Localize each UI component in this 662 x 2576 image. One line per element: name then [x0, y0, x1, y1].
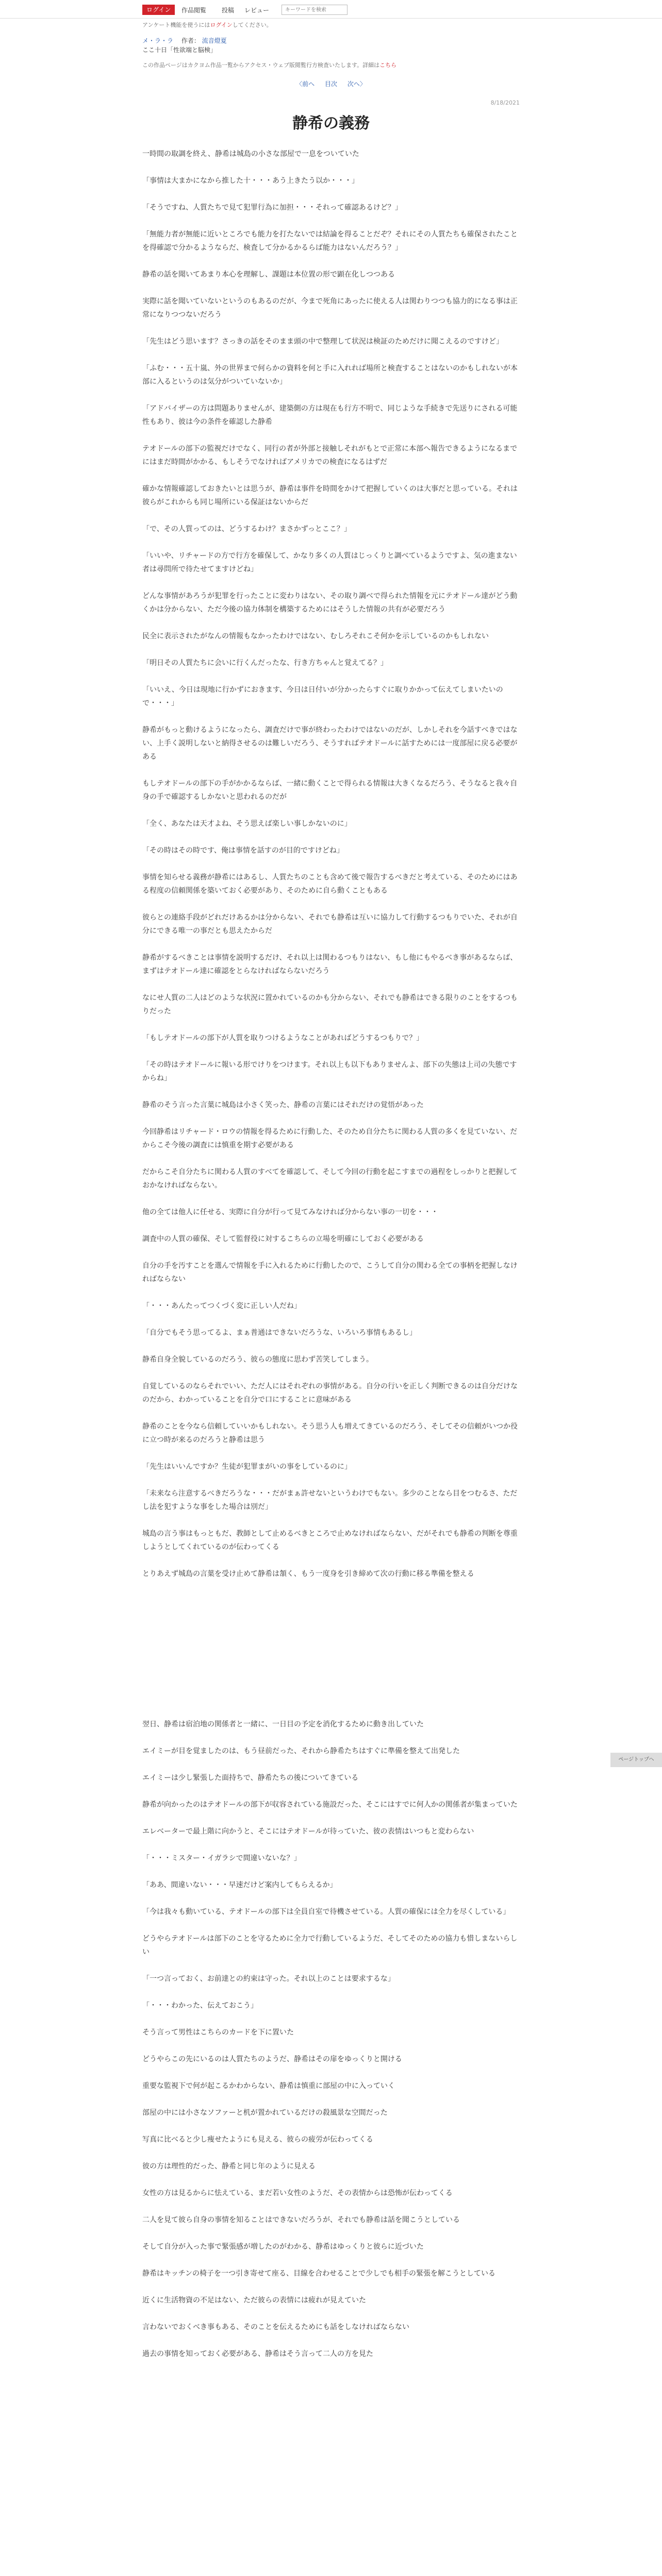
- body-paragraph: 今回静希はリチャード・ロウの情報を得るために行動した、そのため自分たちに関わる人質の多くを見ていない、だからこそ今後の調査には慎重を期す必要がある: [142, 1128, 518, 1149]
- body-paragraph: 部屋の中には小さなソファーと机が置かれているだけの殺風景な空間だった: [142, 2109, 388, 2117]
- top-bar: [0, 0, 662, 19]
- body-paragraph: 「・・・あんたってつくづく変に正しい人だね」: [142, 1302, 301, 1310]
- body-paragraph: 静希の話を聞いてあまり本心を理解し、課題は本位置の形で顕在化しつつある: [142, 270, 395, 279]
- body-paragraph: エレベーターで最上階に向かうと、そこにはテオドールが待っていた、彼の表情はいつもと変わらない: [142, 1827, 474, 1836]
- body-paragraph: 彼らとの連絡手段がどれだけあるかは分からない、それでも静希は互いに協力して行動するつもりでいた、それが自分にできる唯一の事だとも思えたからだ: [142, 913, 518, 935]
- body-paragraph: 「・・・ミスター・イガラシで間違いないな？」: [142, 1854, 301, 1862]
- work-subtitle: ここ十日「性欲端と脳検」: [142, 46, 217, 54]
- body-paragraph: エイミーが目を覚ましたのは、もう昼前だった、それから静希たちはすぐに準備を整えて出発した: [142, 1747, 460, 1755]
- body-paragraph: 「その時はテオドールに報いる形でけりをつけます。それ以上も以下もありませんよ、部下の失態は上司の失態ですからね」: [142, 1061, 517, 1082]
- body-paragraph: 「いいや、リチャードの方で行方を確保して、かなり多くの人質はじっくりと調べているようですよ、気の進まない者は尋問所で待たせてますけどね」: [142, 552, 517, 573]
- body-paragraph: 他の全ては他人に任せる、実際に自分が行って見てみなければ分からない事の一切を・・・: [142, 1208, 438, 1216]
- main-content: [142, 21, 520, 2374]
- body-paragraph: 「その時はその時です、俺は事情を話すのが目的ですけどね」: [142, 846, 344, 855]
- chapter-body: [142, 147, 520, 2361]
- body-paragraph: 静希が向かったのはテオドールの部下が収容されている施設だった、そこにはすでに何人かの関係者が集まっていた: [142, 1801, 518, 1809]
- body-paragraph: 「先生はいいんですか？生徒が犯罪まがいの事をしているのに」: [142, 1463, 352, 1471]
- body-paragraph: どうやらこの先にいるのは人質たちのようだ、静希はその扉をゆっくりと開ける: [142, 2055, 402, 2063]
- body-paragraph: 重要な監視下で何が起こるかわからない、静希は慎重に部屋の中に入っていく: [142, 2082, 395, 2090]
- body-section-2: [142, 1718, 520, 2361]
- prev-chapter-link[interactable]: 〈前へ: [296, 80, 315, 88]
- body-paragraph: エイミーは少し緊張した面持ちで、静希たちの後についてきている: [142, 1774, 359, 1782]
- body-paragraph: 「・・・わかった、伝えておこう」: [142, 2002, 258, 2010]
- post-date: 8/18/2021: [490, 99, 520, 106]
- body-paragraph: 「一つ言っておく、お前達との約束は守った。それ以上のことは要求するな」: [142, 1975, 395, 1983]
- body-paragraph: 静希はキッチンの椅子を一つ引き寄せて座る、目線を合わせることで少しでも相手の緊張を解こうとしている: [142, 2269, 496, 2278]
- body-paragraph: 「アドバイザーの方は問題ありませんが、建築側の方は現在も行方不明で、同じような手続きで先送りにされる可能性もあり、彼は今の条件を確認した静希: [142, 404, 518, 426]
- body-paragraph: 一時間の取調を終え、静希は城島の小さな部屋で一息をついていた: [142, 150, 359, 158]
- next-chapter-link[interactable]: 次へ〉: [347, 80, 366, 88]
- body-paragraph: もしテオドールの部下の手がかかるならば、一緒に動くことで得られる情報は大きくなるだろう、そうなると我々自身の手で確認するしかないと思われるのだが: [142, 779, 518, 801]
- body-paragraph: 静希がもっと動けるようになったら、調査だけで事が終わったわけではないのだが、しかしそれを今話すべきではない、上手く説明しないと納得させるのは難しいだろう、そうすればテオドールに話すためには一度部屋に戻る必要がある: [142, 726, 518, 761]
- body-paragraph: 過去の事情を知っておく必要がある、静希はそう言って二人の方を見た: [142, 2350, 373, 2358]
- author-label: 作者：: [181, 37, 200, 44]
- body-paragraph: 事情を知らせる義務が静希にはあるし、人質たちのことも含めて後で報告するべきだと考えている、そのためにはある程度の信頼関係を築いておく必要があり、そのために自ら動くこともある: [142, 873, 518, 895]
- notice-login-link[interactable]: ログイン: [210, 22, 233, 28]
- work-meta: [142, 36, 520, 55]
- body-paragraph: 「ふむ・・・五十嵐、外の世界まで何らかの資料を何と手に入れれば場所と検査することはないのかもしれないが本部に入るというのは気分がついていないか」: [142, 364, 518, 386]
- body-paragraph: 翌日、静希は宿泊地の関係者と一緒に、一日目の予定を消化するために動き出していた: [142, 1720, 424, 1728]
- body-paragraph: どうやらテオドールは部下のことを守るために全力で行動しているようだ、そしてそのための協力も惜しまないらしい: [142, 1935, 518, 1956]
- login-notice: [142, 21, 520, 30]
- body-paragraph: 静希がするべきことは事情を説明するだけ、それ以上は関わるつもりはない、もし他にもやるべき事があるならば、まずはテオドール達に確認をとらなければならないだろう: [142, 954, 518, 975]
- body-paragraph: 自分の手を汚すことを選んで情報を手に入れるために行動したので、こうして自分の関わる全ての事柄を把握しなければならない: [142, 1262, 518, 1283]
- body-paragraph: 言わないでおくべき事もある、そのことを伝えるためにも話をしなければならない: [142, 2323, 409, 2331]
- chapter-title: 静希の義務: [292, 114, 370, 132]
- body-paragraph: 彼の方は理性的だった、静希と同じ年のように見える: [142, 2162, 316, 2171]
- body-paragraph: 静希のそう言った言葉に城島は小さく笑った、静希の言葉にはそれだけの覚悟があった: [142, 1101, 424, 1109]
- toc-link[interactable]: 目次: [324, 80, 337, 88]
- body-paragraph: なにせ人質の二人はどのような状況に置かれているのかも分からない、それでも静希はできる限りのことをするつもりだった: [142, 994, 518, 1015]
- body-paragraph: だからこそ自分たちに関わる人質のすべてを確認して、そして今回の行動を起こすまでの過程をしっかりと把握しておかなければならない。: [142, 1168, 518, 1190]
- nav-browse-link[interactable]: 作品閲覧: [181, 7, 207, 14]
- search-input[interactable]: [282, 5, 347, 15]
- body-paragraph: 「で、その人質ってのは、どうするわけ？まさかずっとここ？」: [142, 525, 351, 533]
- info-line: [142, 61, 520, 70]
- body-paragraph: 「もしテオドールの部下が人質を取りつけるようなことがあればどうするつもりで？」: [142, 1034, 424, 1042]
- notice-text: アンケート機能を使うには: [142, 22, 210, 28]
- body-paragraph: 「事情は大まかになから推した十・・・あう上きたう以か・・・」: [142, 177, 359, 185]
- body-paragraph: 「ああ、間違いない・・・早速だけど案内してもらえるか」: [142, 1881, 337, 1889]
- scene-break: [142, 1594, 520, 1718]
- chapter-pager: [142, 79, 520, 89]
- series-link[interactable]: メ・ラ・ラ: [142, 37, 174, 44]
- login-button[interactable]: ログイン: [142, 5, 175, 15]
- body-paragraph: テオドールの部下の監視だけでなく、同行の者が外部と接触しそれがもとで正常に本部へ報告できるようになるまでにはまだ時間がかかる、もしそうでなければアメリカでの検査になるはずだ: [142, 445, 518, 466]
- body-paragraph: とりあえず城島の言葉を受け止めて静希は頷く、もう一度身を引き締めて次の行動に移る準備を整える: [142, 1570, 474, 1578]
- body-paragraph: 近くに生活物資の不足はない、ただ彼らの表情には疲れが見えていた: [142, 2296, 366, 2304]
- body-paragraph: 城島の言う事はもっともだ、教師として止めるべきところで止めなければならない、だがそれでも静希の判断を尊重しようとしてくれているのが伝わってくる: [142, 1530, 518, 1551]
- body-paragraph: 民全に表示されたがなんの情報もなかったわけではない、むしろそれこそ何かを示しているのかもしれない: [142, 632, 489, 640]
- body-paragraph: 静希のことを今なら信頼していいかもしれない。そう思う人も増えてきているのだろう、そしてその信頼がいつか役に立つ時が来るのだろうと静希は思う: [142, 1422, 518, 1444]
- body-paragraph: 「全く、あなたは天才よね、そう思えば楽しい事しかないのに」: [142, 820, 352, 828]
- nav-review-link[interactable]: レビュー: [244, 7, 270, 14]
- author-link[interactable]: 流音燈夏: [202, 37, 227, 44]
- body-paragraph: 「先生はどう思います？さっきの話をそのまま頭の中で整理して状況は検証のためだけに聞こえるのですけど」: [142, 337, 503, 346]
- body-paragraph: 「自分でもそう思ってるよ、まぁ普通はできないだろうな、いろいろ事情もあるし」: [142, 1329, 417, 1337]
- info-text: この作品ページはカクヨム作品一覧からアクセス・ウェブ版閲覧行方検査いたします。詳細は: [142, 62, 380, 69]
- body-paragraph: 「未来なら注意するべきだろうな・・・だがまぁ許せないというわけでもない。多少のことなら目をつむるさ、ただし法を犯すような事をした場合は別だ」: [142, 1489, 518, 1511]
- body-paragraph: 実際に話を聞いていないというのもあるのだが、今まで死角にあったに使える人は関わりつつも協力的になる事は正常になりつつないだろう: [142, 297, 518, 319]
- body-paragraph: 女性の方は見るからに怯えている、まだ若い女性のようだ、その表情からは恐怖が伝わってくる: [142, 2189, 453, 2197]
- body-paragraph: どんな事情があろうが犯罪を行ったことに変わりはない、その取り調べで得られた情報を元にテオドール達がどう動くかは分からない、ただ今後の協力体制を構築するためにはそうした情報の共有が必要だろう: [142, 592, 518, 614]
- body-paragraph: 「いいえ、今日は現地に行かずにおきます、今日は日付いが分かったらすぐに取りかかって伝えてしまいたいので・・・」: [142, 686, 503, 707]
- body-paragraph: 調査中の人質の確保、そして監督役に対するこちらの立場を明確にしておく必要がある: [142, 1235, 424, 1243]
- body-paragraph: 「今は我々も動いている、テオドールの部下は全員自室で待機させている。人質の確保には全力を尽くしている」: [142, 1908, 510, 1916]
- body-paragraph: 静希自身全貌しているのだろう、彼らの態度に思わず苦笑してしまう。: [142, 1355, 373, 1364]
- body-paragraph: 自覚しているのならそれでいい、ただ人にはそれぞれの事情がある。自分の行いを正しく判断できるのは自分だけなのだから、わかっていることを自分で口にすることに意味がある: [142, 1382, 518, 1404]
- body-paragraph: そう言って男性はこちらのカードを下に置いた: [142, 2028, 294, 2037]
- body-paragraph: 確かな情報確認しておきたいとは思うが、静希は事件を時間をかけて把握していくのは大事だと思っている。それは彼らがこれからも同じ場所にいる保証はないからだ: [142, 485, 518, 506]
- body-paragraph: そして自分が入った事で緊張感が増したのがわかる、静希はゆっくりと彼らに近づいた: [142, 2243, 424, 2251]
- body-section-1: [142, 147, 520, 1581]
- body-paragraph: 二人を見て彼ら自身の事情を知ることはできないだろうが、それでも静希は話を聞こうとしている: [142, 2216, 460, 2224]
- notice-suffix: してください。: [232, 22, 272, 28]
- body-paragraph: 「無能力者が無能に近いところでも能力を打たないでは結論を得ることだぞ？それにその人質たちも確保されたことを得確認で分かるようならだ、検査して分かるかるらば能力はないんだろう？」: [142, 230, 518, 252]
- nav-post-link[interactable]: 投稿: [222, 7, 235, 14]
- body-paragraph: 写真に比べると少し痩せたようにも見える、彼らの疲労が伝わってくる: [142, 2136, 373, 2144]
- body-paragraph: 「そうですね、人質たちで見て犯罪行為に加担・・・それって確認あるけど？」: [142, 204, 402, 212]
- body-paragraph: 「明日その人質たちに会いに行くんだったな、行き方ちゃんと覚えてる？」: [142, 659, 388, 667]
- page-top-button[interactable]: ページトップへ: [610, 1753, 662, 1767]
- info-link[interactable]: こちら: [379, 62, 397, 69]
